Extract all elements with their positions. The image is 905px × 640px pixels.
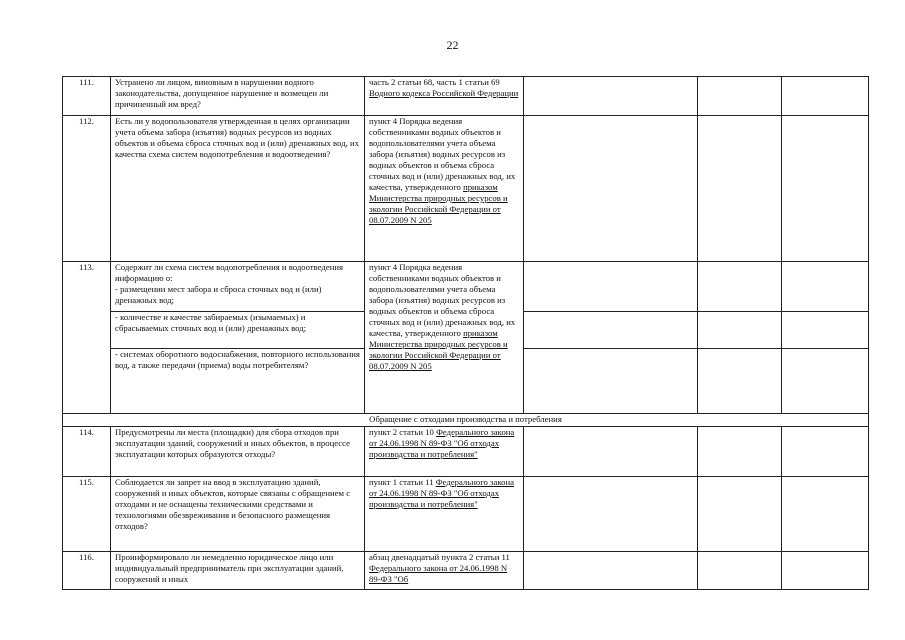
answer-cell <box>524 427 698 477</box>
question-cell: Проинформировало ли немедленно юридическое лицо или индивидуальный предприниматель при эксплуатации зданий, сооружений и иных <box>111 552 365 590</box>
answer-cell <box>698 77 782 116</box>
table-row <box>63 116 869 262</box>
question-cell: Содержит ли схема систем водопотребления и водоотведения информацию о: - размещении мест забора и сброса сточных вод и (или) дренажных вод; <box>111 262 365 312</box>
answer-cell <box>698 552 782 590</box>
reference-link[interactable]: Федерального закона от 24.06.1998 N 89-ФЗ "Об отходах производства и потребления" <box>369 427 515 459</box>
reference-text: пункт 2 статьи 10 <box>369 427 437 437</box>
reference-text: абзац двенадцатый пункта 2 статьи 11 <box>369 552 510 562</box>
answer-cell <box>782 552 869 590</box>
answer-cell <box>524 477 698 552</box>
row-number: 111. <box>63 77 111 116</box>
answer-cell <box>524 349 698 414</box>
question-cell: - системах оборотного водоснабжения, повторного использования вод, а также передачи (приема) воды потребителям? <box>111 349 365 414</box>
row-number: 115. <box>63 477 111 552</box>
answer-cell <box>782 312 869 349</box>
row-number: 112. <box>63 116 111 262</box>
table-row <box>63 427 869 477</box>
question-cell: Есть ли у водопользователя утвержденная в целях организации учета объема забора (изъятия) водных ресурсов из водных объектов и объема сброса сточных вод и (или) дренажных вод, их качества схема систем водопотребления и водоотведения? <box>111 116 365 262</box>
checklist-table <box>62 76 869 590</box>
answer-cell <box>782 477 869 552</box>
answer-cell <box>524 312 698 349</box>
answer-cell <box>524 262 698 312</box>
answer-cell <box>524 116 698 262</box>
table-row <box>63 477 869 552</box>
answer-cell <box>698 477 782 552</box>
answer-cell <box>782 77 869 116</box>
reference-cell <box>365 77 524 116</box>
question-cell: - количестве и качестве забираемых (изымаемых) и сбрасываемых сточных вод и (или) дренажных вод; <box>111 312 365 349</box>
answer-cell <box>782 349 869 414</box>
reference-cell <box>365 427 524 477</box>
answer-cell <box>698 349 782 414</box>
answer-cell <box>524 77 698 116</box>
row-number: 113. <box>63 262 111 414</box>
answer-cell <box>698 312 782 349</box>
reference-cell <box>365 552 524 590</box>
question-cell: Предусмотрены ли места (площадки) для сбора отходов при эксплуатации зданий, сооружений и иных объектов, в процессе эксплуатации которых образуются отходы? <box>111 427 365 477</box>
question-cell: Соблюдается ли запрет на ввод в эксплуатацию зданий, сооружений и иных объектов, которые связаны с обращением с отходами и не оснащены техническими средствами и технологиями обезвреживания и безопасного размещения отходов? <box>111 477 365 552</box>
answer-cell <box>698 427 782 477</box>
reference-cell <box>365 477 524 552</box>
row-number: 116. <box>63 552 111 590</box>
question-cell: Устранено ли лицом, виновным в нарушении водного законодательства, допущенное нарушение и возмещен ли причиненный им вред? <box>111 77 365 116</box>
reference-link[interactable]: приказом Министерства природных ресурсов и экологии Российской Федерации от 08.07.2009 N 205 <box>369 328 508 371</box>
reference-text: пункт 1 статьи 11 <box>369 477 436 487</box>
reference-link[interactable]: Федерального закона от 24.06.1998 N 89-ФЗ "Об отходах производства и потребления" <box>369 477 514 509</box>
reference-text: пункт 4 Порядка ведения собственниками водных объектов и водопользователями учета объема забора (изъятия) водных ресурсов из водных объектов и объема сброса сточных вод и (или) дренажных вод, их качества, утвержденного <box>369 262 516 338</box>
page-number: 22 <box>446 38 459 52</box>
answer-cell <box>524 552 698 590</box>
table-row <box>63 262 869 312</box>
reference-cell <box>365 262 524 414</box>
answer-cell <box>782 427 869 477</box>
reference-text: часть 2 статьи 68, часть 1 статьи 69 <box>369 77 500 87</box>
reference-link[interactable]: приказом Министерства природных ресурсов и экологии Российской Федерации от 08.07.2009 N 205 <box>369 182 508 225</box>
row-number: 114. <box>63 427 111 477</box>
answer-cell <box>698 116 782 262</box>
reference-link[interactable]: Водного кодекса Российской Федерации <box>369 88 519 98</box>
answer-cell <box>782 116 869 262</box>
answer-cell <box>698 262 782 312</box>
reference-link[interactable]: Федерального закона от 24.06.1998 N 89-ФЗ "Об <box>369 563 508 584</box>
section-row <box>63 414 869 427</box>
section-title: Обращение с отходами производства и потребления <box>63 414 869 427</box>
table-row <box>63 77 869 116</box>
reference-text: пункт 4 Порядка ведения собственниками водных объектов и водопользователями учета объема забора (изъятия) водных ресурсов из водных объектов и объема сброса сточных вод и (или) дренажных вод, их качества, утвержденного <box>369 116 516 192</box>
table-row <box>63 552 869 590</box>
answer-cell <box>782 262 869 312</box>
reference-cell <box>365 116 524 262</box>
